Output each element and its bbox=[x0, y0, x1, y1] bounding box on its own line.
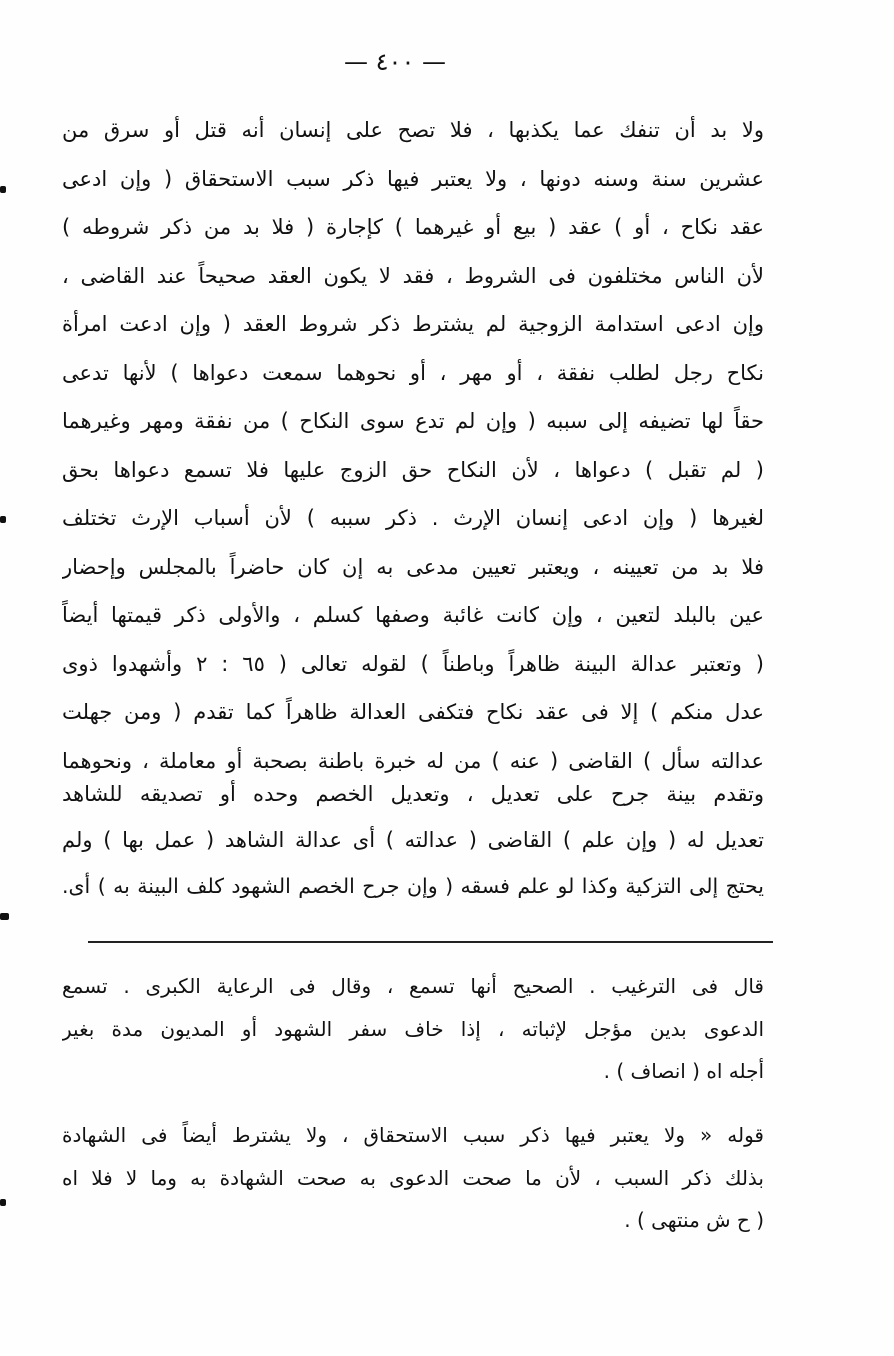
footnote-line: أجله اه ( انصاف ) . bbox=[603, 1059, 764, 1083]
scan-mark bbox=[0, 186, 6, 193]
text-line: حقاً لها تضيفه إلى سببه ( وإن لم تدع سوى النكاح ) من نفقة ومهر وغيرهما bbox=[62, 409, 764, 433]
text-line: فلا بد من تعيينه ، ويعتبر تعيين مدعى به إن كان حاضراً بالمجلس وإحضار bbox=[62, 554, 764, 579]
text-line: نكاح رجل لطلب نفقة ، أو مهر ، أو نحوهما سمعت دعواها ) لأنها تدعى bbox=[62, 360, 764, 385]
footnote-line: ( ح ش منتهى ) . bbox=[624, 1208, 764, 1232]
text-line: وإن ادعى استدامة الزوجية لم يشترط ذكر شروط العقد ( وإن ادعت امرأة bbox=[62, 312, 764, 336]
footnote-separator bbox=[88, 941, 773, 943]
text-line: يحتج إلى التزكية وكذا لو علم فسقه ( وإن جرح الخصم الشهود كلف البينة به ) أى. bbox=[62, 874, 764, 898]
text-line: عدالته سأل ) القاضى ( عنه ) من له خبرة باطنة بصحبة أو معاملة ، ونحوهما bbox=[62, 748, 764, 773]
main-paragraph-2 bbox=[62, 771, 764, 909]
footnote-line: قال فى الترغيب . الصحيح أنها تسمع ، وقال فى الرعاية الكبرى . تسمع bbox=[62, 974, 764, 998]
text-line: ولا بد أن تنفك عما يكذبها ، فلا تصح على إنسان أنه قتل أو سرق من bbox=[62, 118, 764, 142]
footnote-1 bbox=[62, 965, 764, 1093]
text-line: لغيرها ( وإن ادعى إنسان الإرث . ذكر سببه ) لأن أسباب الإرث تختلف bbox=[62, 506, 764, 530]
text-line: عين بالبلد لتعين ، وإن كانت غائبة وصفها كسلم ، والأولى ذكر قيمتها أيضاً bbox=[62, 603, 764, 627]
footnote-2 bbox=[62, 1114, 764, 1242]
text-line: ( وتعتبر عدالة البينة ظاهراً وباطناً ) لقوله تعالى ( ٦٥ : ٢ وأشهدوا ذوى bbox=[62, 651, 764, 676]
text-line: عدل منكم ) إلا فى عقد نكاح فتكفى العدالة ظاهراً كما تقدم ( ومن جهلت bbox=[62, 700, 764, 724]
text-line: عشرين سنة وسنه دونها ، ولا يعتبر فيها ذكر سبب الاستحقاق ( وإن ادعى bbox=[62, 166, 764, 191]
footnote-line: قوله « ولا يعتبر فيها ذكر سبب الاستحقاق ، ولا يشترط أيضاً فى الشهادة bbox=[62, 1123, 764, 1147]
scan-mark bbox=[0, 913, 9, 920]
scan-mark bbox=[0, 516, 6, 523]
page-number: — ٤٠٠ — bbox=[344, 48, 446, 76]
main-paragraph-1 bbox=[62, 106, 764, 785]
footnote-line: الدعوى بدين مؤجل لإثباته ، إذا خاف سفر الشهود أو المديون مدة بغير bbox=[62, 1016, 764, 1041]
text-line: ( لم تقبل ) دعواها ، لأن النكاح حق الزوج عليها فلا تسمع دعواها بحق bbox=[62, 457, 764, 482]
text-line: لأن الناس مختلفون فى الشروط ، فقد لا يكون العقد صحيحاً عند القاضى ، bbox=[62, 263, 764, 288]
scan-mark bbox=[0, 1199, 6, 1206]
text-line: تعديل له ( وإن علم ) القاضى ( عدالته ) أى عدالة الشاهد ( عمل بها ) ولم bbox=[62, 828, 764, 852]
text-line: عقد نكاح ، أو ) عقد ( بيع أو غيرهما ) كإجارة ( فلا بد من ذكر شروطه ) bbox=[62, 215, 764, 239]
text-line: وتقدم بينة جرح على تعديل ، وتعديل الخصم وحده أو تصديقه للشاهد bbox=[62, 782, 764, 806]
footnote-line: بذلك ذكر السبب ، لأن ما صحت الدعوى به صحت الشهادة به وما لا فلا اه bbox=[62, 1165, 764, 1190]
